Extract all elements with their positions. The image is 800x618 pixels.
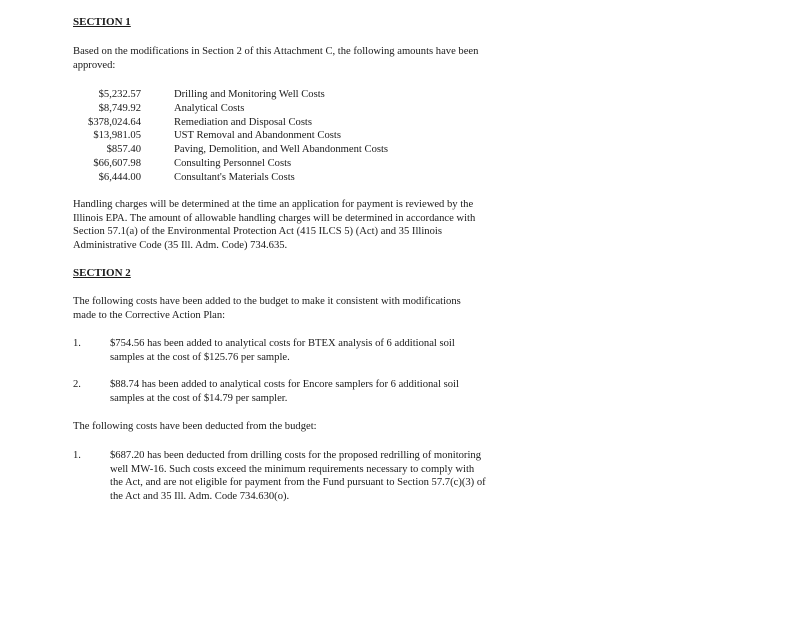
item-number: 2.	[73, 379, 81, 390]
item-number: 1.	[73, 338, 81, 349]
section-1-intro: Based on the modifications in Section 2 of this Attachment C, the following amounts have been approved:	[73, 46, 479, 71]
cost-description: Remediation and Disposal Costs	[174, 116, 313, 128]
cost-description: Consulting Personnel Costs	[174, 157, 292, 169]
cost-amount: $6,444.00	[98, 171, 141, 183]
cost-row	[73, 171, 493, 185]
cost-row	[73, 102, 493, 116]
section-2-heading: SECTION 2	[73, 267, 131, 279]
item-number: 1.	[73, 450, 81, 461]
cost-row	[73, 129, 493, 143]
deducted-costs-intro: The following costs have been deducted from the budget:	[73, 421, 317, 432]
cost-amount: $378,024.64	[88, 116, 141, 128]
section-1-heading: SECTION 1	[73, 16, 131, 28]
cost-row	[73, 157, 493, 171]
item-text: $88.74 has been added to analytical costs for Encore samplers for 6 additional soil samples at the cost of $14.79 per sampler.	[110, 379, 459, 404]
cost-amount: $857.40	[106, 144, 141, 156]
cost-description: Consultant's Materials Costs	[174, 171, 295, 183]
cost-description: UST Removal and Abandonment Costs	[174, 130, 341, 142]
cost-amount: $66,607.98	[93, 157, 141, 169]
cost-amount: $8,749.92	[98, 102, 141, 114]
added-costs-intro: The following costs have been added to the budget to make it consistent with modifications made to the Corrective Action Plan:	[73, 296, 461, 321]
cost-description: Analytical Costs	[174, 102, 245, 114]
cost-row	[73, 143, 493, 157]
cost-amount: $13,981.05	[93, 130, 141, 142]
item-text: $687.20 has been deducted from drilling costs for the proposed redrilling of monitoring well MW-16. Such costs exceed the minimum requirements necessary to comply with the Act, and are not eligible for payment from the Fund pursuant to Section 57.7(c)(3) of the Act and 35 Ill. Adm. Code 734.630(o).	[110, 450, 486, 502]
approved-costs-list	[73, 88, 493, 185]
cost-amount: $5,232.57	[98, 89, 141, 100]
cost-description: Drilling and Monitoring Well Costs	[174, 89, 325, 100]
item-text: $754.56 has been added to analytical costs for BTEX analysis of 6 additional soil samples at the cost of $125.76 per sample.	[110, 338, 455, 363]
handling-charges-paragraph: Handling charges will be determined at the time an application for payment is reviewed by the Illinois EPA. The amount of allowable handling charges will be determined in accordance with Section 57.1(a) of the Environmental Protection Act (415 ILCS 5) (Act) and 35 Illinois Administrative Code (35 Ill. Adm. Code) 734.635.	[73, 199, 476, 251]
cost-row	[73, 116, 493, 130]
cost-description: Paving, Demolition, and Well Abandonment Costs	[174, 144, 389, 156]
cost-row	[73, 88, 493, 102]
